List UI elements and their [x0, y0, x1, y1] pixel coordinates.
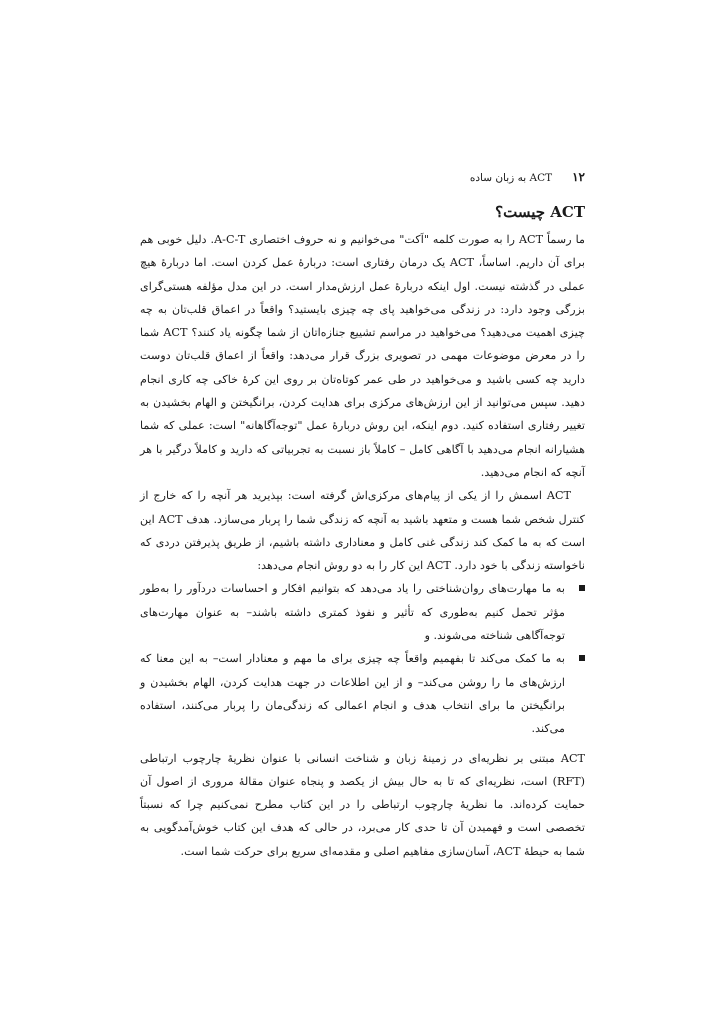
book-title: ACT به زبان ساده: [469, 172, 553, 184]
list-item: [140, 647, 565, 740]
page-content: [140, 200, 585, 863]
square-bullet-icon: [579, 655, 585, 661]
paragraph-intro: ما رسماً ACT را به صورت کلمه "اَکت" می‌خوانیم و نه حروف اختصاری A-C-T. دلیل خوبی هم برای آن داریم. اساساً، ACT یک درمان رفتاری است: دربارهٔ عمل کردن است. اما دربارهٔ هیچ عملی در گذشته نیست. اول اینکه دربارهٔ عمل ارزش‌مدار است. در این مدل مؤلفه هستی‌گرای بزرگی وجود دارد: در زندگی می‌خواهید پای چه چیزی بایستید؟ واقعاً در اعماق قلب‌تان به چه چیزی اهمیت می‌دهید؟ می‌خواهید در مراسم تشییع جنازه‌اتان از شما چگونه یاد کنند؟ ACT شما را در معرض موضوعات مهمی در تصویری بزرگ قرار می‌دهد: واقعاً از اعماق قلب‌تان دوست دارید چه کسی باشید و می‌خواهید در طی عمر کوتاه‌تان بر روی این کرهٔ خاکی چه کاری انجام دهید. سپس می‌توانید از این ارزش‌های مرکزی برای هدایت کردن، برانگیختن و الهام بخشیدن به تغییر رفتاری استفاده کنید. دوم اینکه، این روش دربارهٔ عمل "توجه‌آگاهانه" است: عملی که شما هشیارانه انجام می‌دهید با آگاهی کامل – کاملاً باز نسبت به تجربیاتی که دارید و کاملاً درگیر با هر آنچه که انجام می‌دهید.: [140, 233, 586, 479]
list-item-text: به ما مهارت‌های روان‌شناختی را یاد می‌دهد که بتوانیم افکار و احساسات دردآور را به‌طور مؤثر تحمل کنیم به‌طوری که تأثیر و نفوذ کمتری داشته باشند– به عنوان مهارت‌های توجه‌آگاهی شناخته می‌شوند. و: [140, 582, 565, 643]
list-item-text: به ما کمک می‌کند تا بفهمیم واقعاً چه چیزی برای ما مهم و معنادار است– به این معنا که ارزش‌های ما را روشن می‌کند– و از این اطلاعات در جهت هدایت کردن، الهام بخشیدن و برانگیختن ما برای انتخاب هدف و انجام اعمالی که زندگی‌مان را پربار می‌کنند، استفاده می‌کند.: [140, 652, 565, 736]
bullet-list: [140, 577, 585, 740]
list-item: [140, 577, 565, 647]
paragraph-name-origin: ACT اسمش را از یکی از پیام‌های مرکزی‌اش گرفته است: بپذیرید هر آنچه را که خارج از کنترل شخص شما هست و متعهد باشید به آنچه که زندگی شما را پربار می‌سازد. هدف ACT این است که به ما کمک کند زندگی غنی کامل و معناداری داشته باشیم، از طریق پذیرفتن دردی که ناخواسته زندگی با خود دارد. ACT این کار را به دو روش انجام می‌دهد:: [140, 489, 586, 573]
paragraph-rft: ACT مبتنی بر نظریه‌ای در زمینهٔ زبان و شناخت انسانی با عنوان نظریهٔ چارچوب ارتباطی (RFT) است، نظریه‌ای که تا به حال بیش از یکصد و پنجاه عنوان مقالهٔ مروری از اصول آن حمایت کرده‌اند. ما نظریهٔ چارچوب ارتباطی را در این کتاب مطرح نمی‌کنیم چرا که نسبتاً تخصصی است و فهمیدن آن تا حدی کار می‌برد، در حالی که هدف این کتاب خوش‌آمدگویی به شما به حیطهٔ ACT، آسان‌سازی مفاهیم اصلی و مقدمه‌ای سریع برای حرکت شما است.: [140, 751, 585, 858]
page-number: ۱۲: [572, 170, 585, 184]
section-title: ACT چیست؟: [495, 203, 585, 221]
square-bullet-icon: [579, 585, 585, 591]
running-header: [148, 170, 585, 184]
